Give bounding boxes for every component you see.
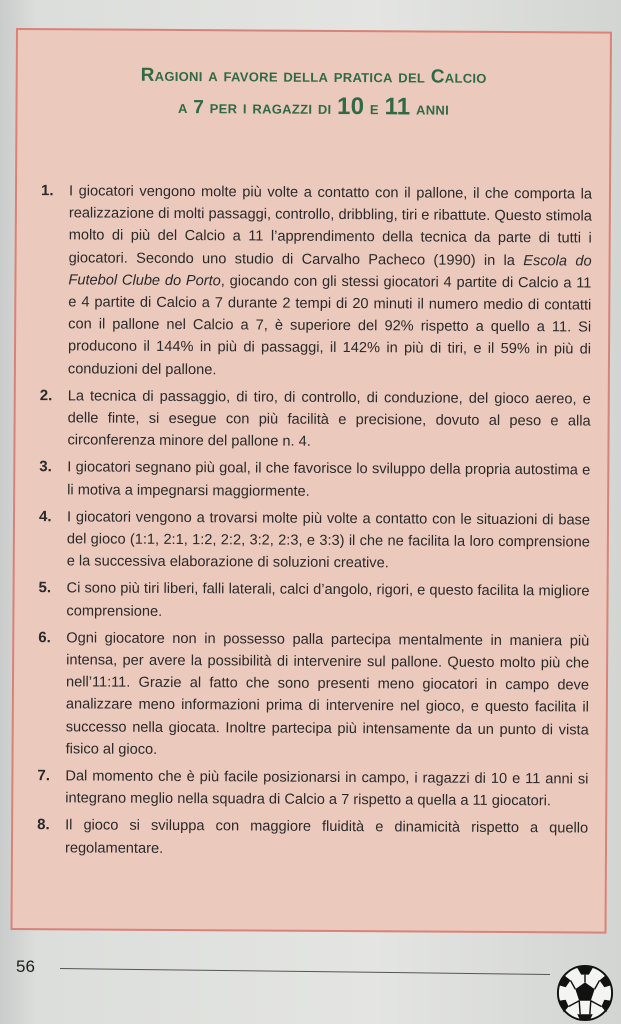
item-number: 5. xyxy=(38,579,52,597)
list-item xyxy=(36,180,592,383)
content-box xyxy=(10,28,611,934)
list-item xyxy=(35,506,590,576)
item-number: 1. xyxy=(40,182,54,200)
item-text-part: , giocando con gli stessi giocatori 4 partite di Calcio a 11 e 4 partite di Calcio a 7 durante 2 tempi di 20 minuti il numero medio di contatti con il pallone nel Calcio a 7, è superiore del 92% rispetto a quello a 11. Si producono il 144% in più di passaggi, il 142% in più di tiri, e il 59% in più di conduzioni del pallone. xyxy=(67,273,592,378)
item-text: Ci sono più tiri liberi, falli laterali, calci d’angolo, rigori, e questo facilita la migliore comprensione. xyxy=(66,580,590,620)
item-text-part: I giocatori vengono molte più volte a contatto con il pallone, il che comporta la realizzazione di molti passaggi, controllo, dribbling, tiri e ribattute. Questo stimola molto di più del Calcio a 11 l’apprendimento della tecnica da parte di tutti i giocatori. Secondo uno studio di Carvalho Pacheco (1990) in la xyxy=(68,183,593,269)
item-text: Ogni giocatore non in possesso palla partecipa mentalmente in maniera più intensa, per avere la possibilità di intervenire sul pallone. Questo molto più che nell’11:11. Grazie al fatto che sono presenti meno giocatori in campo deve analizzare meno informazioni prima di intervenire nel gioco, e questo facilita il successo nella giocata. Inoltre partecipa più intensamente da un punto di vista fisico al gioco. xyxy=(65,630,590,758)
reasons-list xyxy=(33,180,592,867)
item-text: Il gioco si sviluppa con maggiore fluidità e dinamicità rispetto a quello regolamentare. xyxy=(64,817,589,857)
footer-rule xyxy=(60,968,550,975)
item-number: 6. xyxy=(38,629,51,647)
item-text: I giocatori vengono a trovarsi molte più volte a contatto con le situazioni di base del gioco (1:1, 2:1, 1:2, 2:2, 3:2, 2:3, e 3:3) il che ne facilita la loro comprensione e la successiva elaborazione di soluzioni creative. xyxy=(66,509,591,572)
title-line-2 xyxy=(17,90,609,126)
title-age-11: 11 xyxy=(384,93,411,121)
item-text-italic: Escola do Futebol Clube do Porto xyxy=(68,252,592,290)
item-number: 8. xyxy=(37,816,50,834)
page-number: 56 xyxy=(16,957,35,976)
item-number: 7. xyxy=(37,767,51,785)
item-number: 2. xyxy=(39,386,53,405)
title-line-2-part-c: e xyxy=(364,98,385,120)
title-line-1: Ragioni a favore della pratica del Calcio xyxy=(140,64,487,88)
page-title xyxy=(17,60,609,126)
item-text xyxy=(68,183,592,378)
title-line-2-part-a: a 7 per i ragazzi di xyxy=(177,96,338,119)
title-line-2-part-e: anni xyxy=(410,98,450,120)
item-number: 3. xyxy=(39,458,52,476)
list-item xyxy=(33,765,588,813)
item-text: Dal momento che è più facile posizionarsi in campo, i ragazzi di 10 e 11 anni si integrano meglio nella squadra di Calcio a 7 rispetto a quella a 11 giocatori. xyxy=(65,768,589,810)
item-number: 4. xyxy=(38,507,52,526)
item-text: I giocatori segnano più goal, il che favorisce lo sviluppo della propria autostima e li motiva a impegnarsi maggiormente. xyxy=(67,459,591,500)
item-text: La tecnica di passaggio, di tiro, di controllo, di conduzione, del gioco aereo, e delle finte, si esegue con più facilità e precisione, dovuto al peso e alla circonferenza minore del pallone n. 4. xyxy=(67,388,591,451)
list-item xyxy=(35,385,590,455)
list-item xyxy=(34,578,589,626)
list-item xyxy=(34,627,590,764)
list-item xyxy=(35,457,590,505)
soccer-ball-icon xyxy=(556,964,614,1022)
title-age-10: 10 xyxy=(336,92,365,121)
list-item xyxy=(33,815,588,863)
